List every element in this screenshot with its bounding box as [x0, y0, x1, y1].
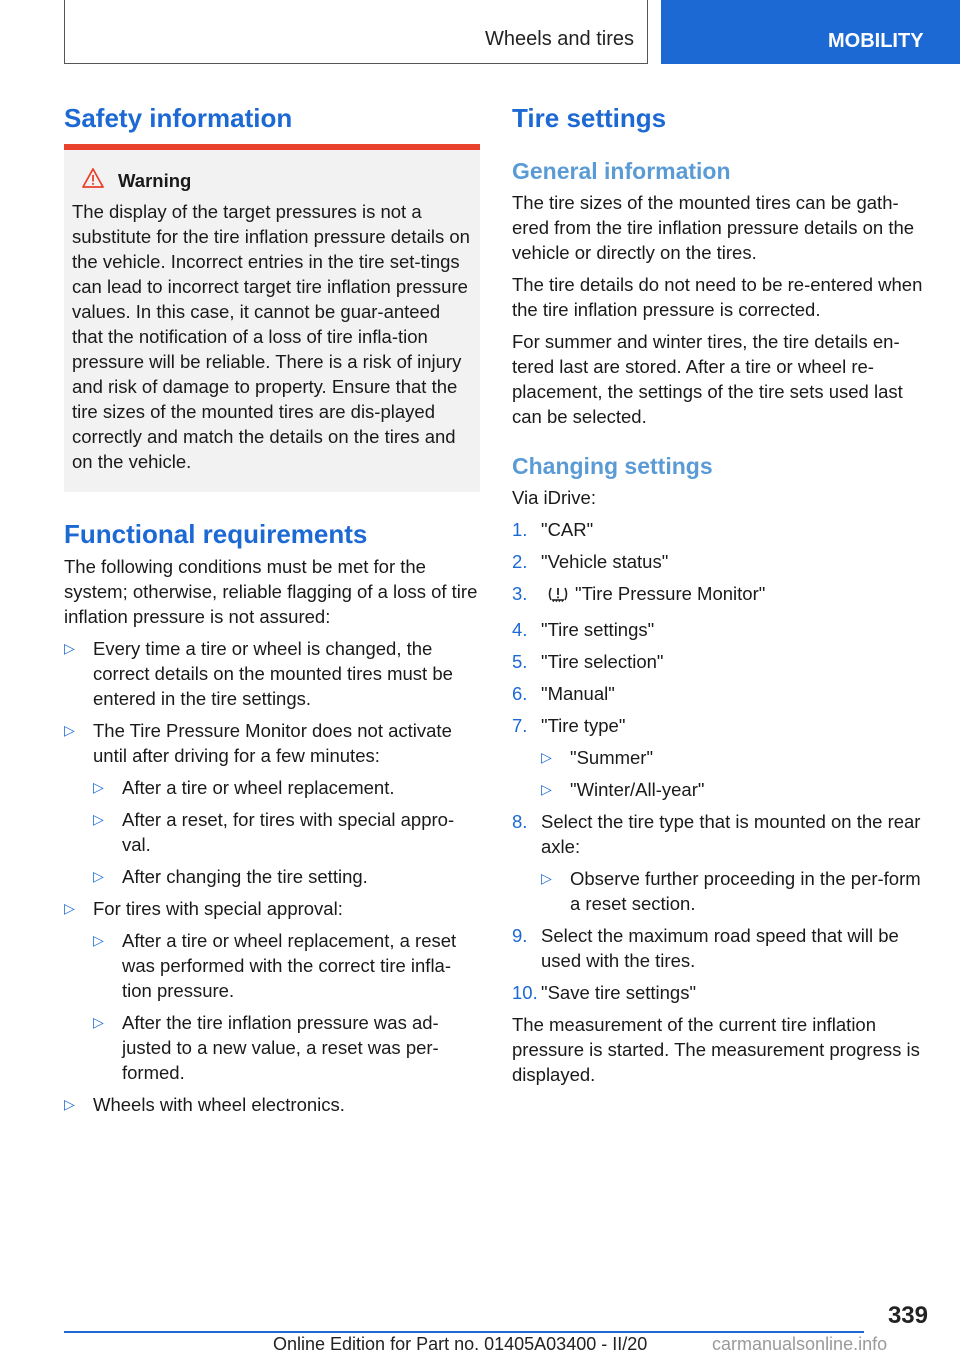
list-item — [93, 928, 480, 1003]
list-item-text: Every time a tire or wheel is changed, the correct details on the mounted tires must be entered in the tire settings. — [93, 638, 453, 709]
bullet-triangle-icon: ▷ — [93, 1014, 104, 1030]
bullet-triangle-icon: ▷ — [64, 722, 75, 738]
step-text: Select the tire type that is mounted on the rear axle: — [541, 811, 921, 857]
step-text: "Vehicle status" — [541, 551, 669, 572]
step-number: 1. — [512, 519, 528, 540]
general-information-heading: General information — [512, 158, 731, 184]
sub-list — [93, 928, 480, 1085]
bullet-triangle-icon: ▷ — [64, 1096, 75, 1112]
safety-information-heading: Safety information — [64, 103, 293, 133]
watermark: carmanualsonline.info — [712, 1334, 888, 1354]
list-item-text: After the tire inflation pressure was ad-justed to a new value, a reset was per-formed. — [122, 1012, 439, 1083]
sub-list — [541, 866, 930, 916]
step-number: 2. — [512, 551, 528, 572]
list-item — [93, 864, 480, 889]
step-number: 6. — [512, 683, 528, 704]
list-item-text: "Winter/All-year" — [570, 779, 705, 800]
warning-box — [64, 144, 480, 492]
list-item-text: After a tire or wheel replacement. — [122, 777, 395, 798]
step-number: 7. — [512, 715, 528, 736]
list-item — [64, 718, 480, 889]
closing-paragraph: The measurement of the current tire inflation pressure is started. The measurement progress is displayed. — [512, 1014, 920, 1085]
bullet-triangle-icon: ▷ — [541, 781, 552, 797]
step-number: 3. — [512, 583, 528, 604]
bullet-triangle-icon: ▷ — [64, 640, 75, 656]
step-number: 4. — [512, 619, 528, 640]
list-item-text: After a reset, for tires with special appro-val. — [122, 809, 455, 855]
step-text: "Tire Pressure Monitor" — [575, 583, 766, 604]
list-item-text: For tires with special approval: — [93, 898, 343, 919]
functional-intro: The following conditions must be met for the system; otherwise, reliable flagging of a loss of tire inflation pressure is not assured: — [64, 556, 478, 627]
general-paragraph: The tire details do not need to be re-entered when the tire inflation pressure is corrected. — [512, 274, 923, 320]
sub-list — [541, 745, 930, 802]
right-column — [512, 100, 930, 1087]
list-item-text: The Tire Pressure Monitor does not activate until after driving for a few minutes: — [93, 720, 452, 766]
list-item-text: Observe further proceeding in the per-form a reset section. — [570, 868, 921, 914]
step-item — [512, 681, 930, 706]
general-paragraph: The tire sizes of the mounted tires can be gath-ered from the tire inflation pressure details on the vehicle or directly on the tires. — [512, 192, 915, 263]
general-paragraph: For summer and winter tires, the tire details en-tered last are stored. After a tire or wheel re-placement, the settings of the tire sets used last can be selected. — [512, 331, 903, 427]
step-text: "Save tire settings" — [541, 982, 697, 1003]
requirements-list — [64, 636, 480, 1117]
bullet-triangle-icon: ▷ — [93, 811, 104, 827]
step-text: "CAR" — [541, 519, 594, 540]
sub-list — [93, 775, 480, 889]
functional-requirements-heading: Functional requirements — [64, 519, 368, 549]
left-column — [64, 100, 480, 1117]
step-item — [512, 923, 930, 973]
bullet-triangle-icon: ▷ — [64, 900, 75, 916]
list-item-text: After a tire or wheel replacement, a reset was performed with the correct tire infla-tion pressure. — [122, 930, 457, 1001]
bullet-triangle-icon: ▷ — [93, 868, 104, 884]
step-number: 9. — [512, 925, 528, 946]
warning-title: Warning — [118, 169, 192, 191]
step-number: 8. — [512, 811, 528, 832]
step-text: "Manual" — [541, 683, 615, 704]
step-item — [512, 517, 930, 542]
step-text: "Tire selection" — [541, 651, 664, 672]
step-number: 10. — [512, 982, 538, 1003]
via-idrive: Via iDrive: — [512, 487, 596, 508]
list-item — [93, 807, 480, 857]
step-text: "Tire type" — [541, 715, 626, 736]
chapter-tab[interactable] — [661, 0, 960, 64]
list-item — [541, 866, 930, 916]
list-item — [64, 1092, 480, 1117]
step-item — [512, 809, 930, 916]
list-item — [541, 745, 930, 770]
list-item — [93, 775, 480, 800]
chapter-tab-label: MOBILITY — [828, 30, 924, 52]
steps-list — [512, 517, 930, 1005]
list-item — [93, 1010, 480, 1085]
header-section-title: Wheels and tires — [485, 28, 634, 50]
page-number: 339 — [887, 1302, 928, 1329]
edition-text: Online Edition for Part no. 01405A03400 - II/20 — [273, 1334, 648, 1354]
step-item — [512, 980, 930, 1005]
step-item — [512, 713, 930, 802]
footer-divider — [64, 1331, 864, 1333]
list-item — [64, 896, 480, 1085]
tire-settings-heading: Tire settings — [512, 103, 667, 133]
list-item-text: After changing the tire setting. — [122, 866, 368, 887]
changing-settings-heading: Changing settings — [512, 453, 713, 479]
step-number: 5. — [512, 651, 528, 672]
warning-text: The display of the target pressures is not a substitute for the tire inflation pressure details on the vehicle. Incorrect entries in the tire set-tings can lead to incorrect target tire inflation pressure values. In this case, it cannot be guar-anteed that the notification of a loss of tire infla-tion pressure will be reliable. There is a risk of injury and risk of damage to property. Ensure that the tire sizes of the mounted tires are dis-played correctly and match the details on the tires and on the vehicle. — [72, 201, 470, 472]
list-item — [541, 777, 930, 802]
warning-triangle-icon — [82, 168, 104, 193]
step-item — [512, 581, 930, 610]
step-item — [512, 617, 930, 642]
bullet-triangle-icon: ▷ — [541, 749, 552, 765]
list-item-text: "Summer" — [570, 747, 654, 768]
step-text: Select the maximum road speed that will be used with the tires. — [541, 925, 899, 971]
step-text: "Tire settings" — [541, 619, 655, 640]
list-item — [64, 636, 480, 711]
step-item — [512, 649, 930, 674]
bullet-triangle-icon: ▷ — [93, 779, 104, 795]
list-item-text: Wheels with wheel electronics. — [93, 1094, 345, 1115]
bullet-triangle-icon: ▷ — [93, 932, 104, 948]
warning-header — [72, 168, 472, 193]
step-item — [512, 549, 930, 574]
bullet-triangle-icon: ▷ — [541, 870, 552, 886]
tire-pressure-icon — [547, 584, 569, 610]
